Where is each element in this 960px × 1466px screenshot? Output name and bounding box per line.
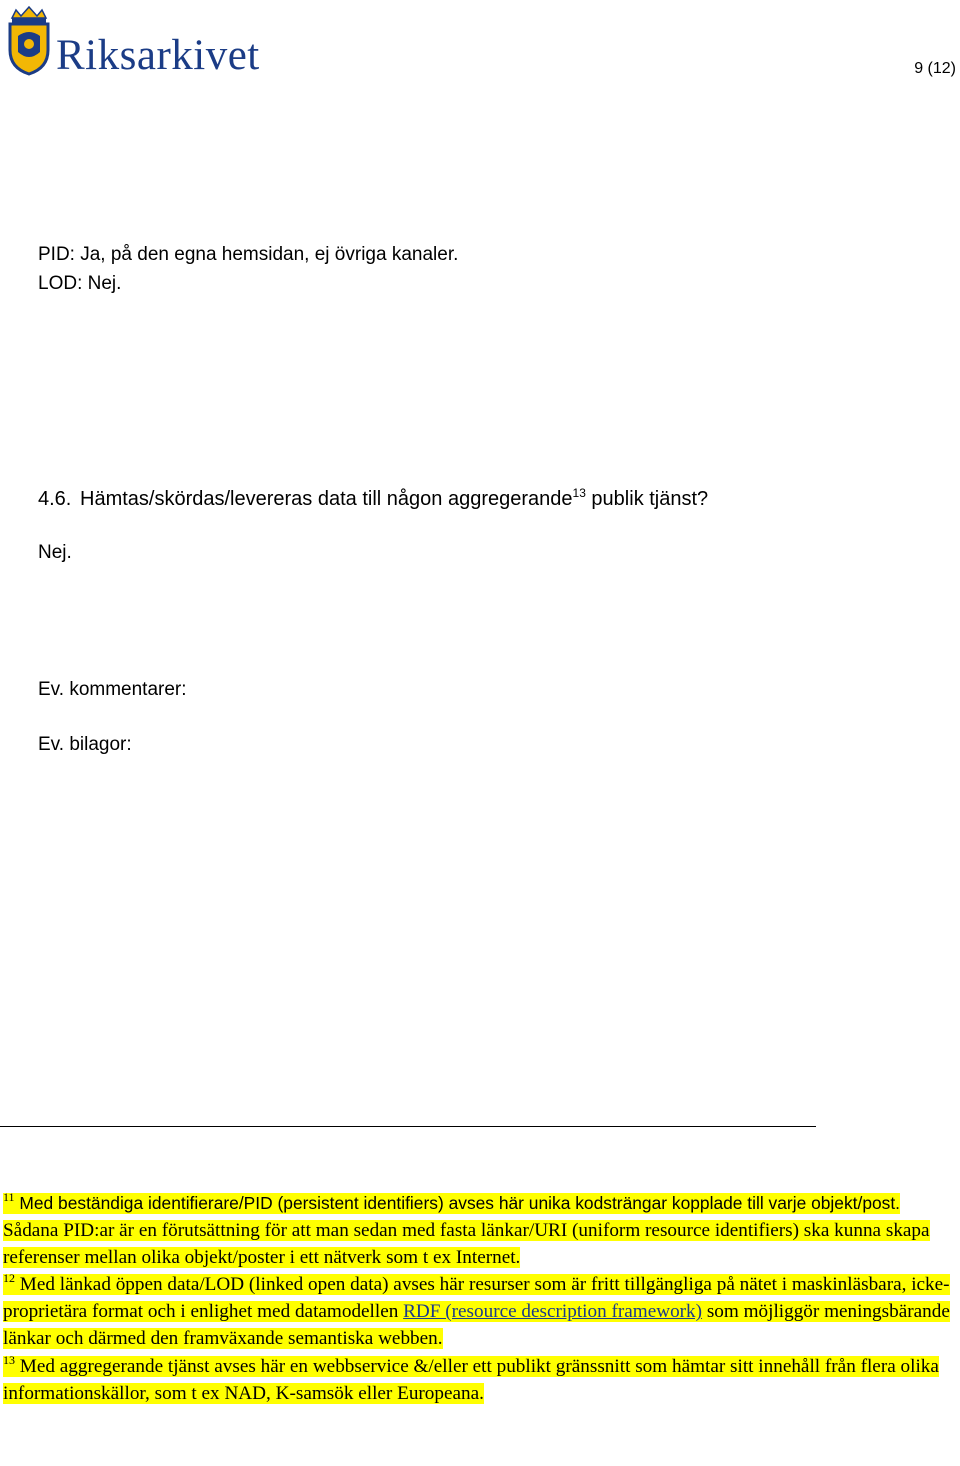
question-text-end: publik tjänst? (585, 488, 709, 510)
footnote-11-text-a: Med beständiga identifierare/PID (persistent identifiers) avses här unika kodsträngar kopplade till varje objekt/post. (14, 1193, 901, 1213)
rdf-link[interactable]: RDF (resource description framework) (403, 1301, 703, 1323)
footnote-12-text-b: som möjliggör meningsbärande länkar och därmed den framväxande semantiska webben. (3, 1301, 950, 1350)
footnote-12-number: 12 (3, 1271, 15, 1286)
attachments-label: Ev. bilagor: (38, 734, 132, 755)
footnote-11-text-b: Sådana PID:ar är en förutsättning för att man sedan med fasta länkar/URI (uniform resource identifiers) ska kunna skapa referenser mellan olika objekt/poster i ett nätverk som t ex Internet. (3, 1220, 930, 1269)
footnote-separator (0, 1126, 816, 1127)
comments-label: Ev. kommentarer: (38, 679, 187, 700)
crest-icon (4, 4, 54, 76)
footnotes (3, 1190, 958, 1407)
lod-line: LOD: Nej. (38, 273, 122, 294)
answer-text: Nej. (38, 542, 72, 563)
question-heading (38, 486, 708, 512)
footnote-13-number: 13 (3, 1352, 15, 1367)
footnote-11-number: 11 (3, 1190, 15, 1204)
question-text: Hämtas/skördas/levereras data till någon aggregerande (80, 488, 573, 510)
footnote-ref-13[interactable]: 13 (572, 486, 586, 500)
footnote-12 (3, 1271, 958, 1352)
logo-wordmark: Riksarkivet (56, 32, 260, 79)
page-number: 9 (12) (914, 60, 956, 77)
riksarkivet-logo (4, 4, 274, 79)
pid-line: PID: Ja, på den egna hemsidan, ej övriga kanaler. (38, 244, 459, 265)
footnote-11 (3, 1190, 958, 1271)
footnote-13-text: Med aggregerande tjänst avses här en webbservice &/eller ett publikt gränssnitt som hämtar sitt innehåll från flera olika informationskällor, som t ex NAD, K-samsök eller Europeana. (3, 1355, 939, 1404)
footnote-13 (3, 1353, 958, 1407)
question-number: 4.6. (38, 488, 72, 510)
footnote-12-text-a: Med länkad öppen data/LOD (linked open data) avses här resurser som är fritt tillgängliga på nätet i maskinläsbara, icke-proprietära format och i enlighet med datamodellen (3, 1274, 950, 1323)
